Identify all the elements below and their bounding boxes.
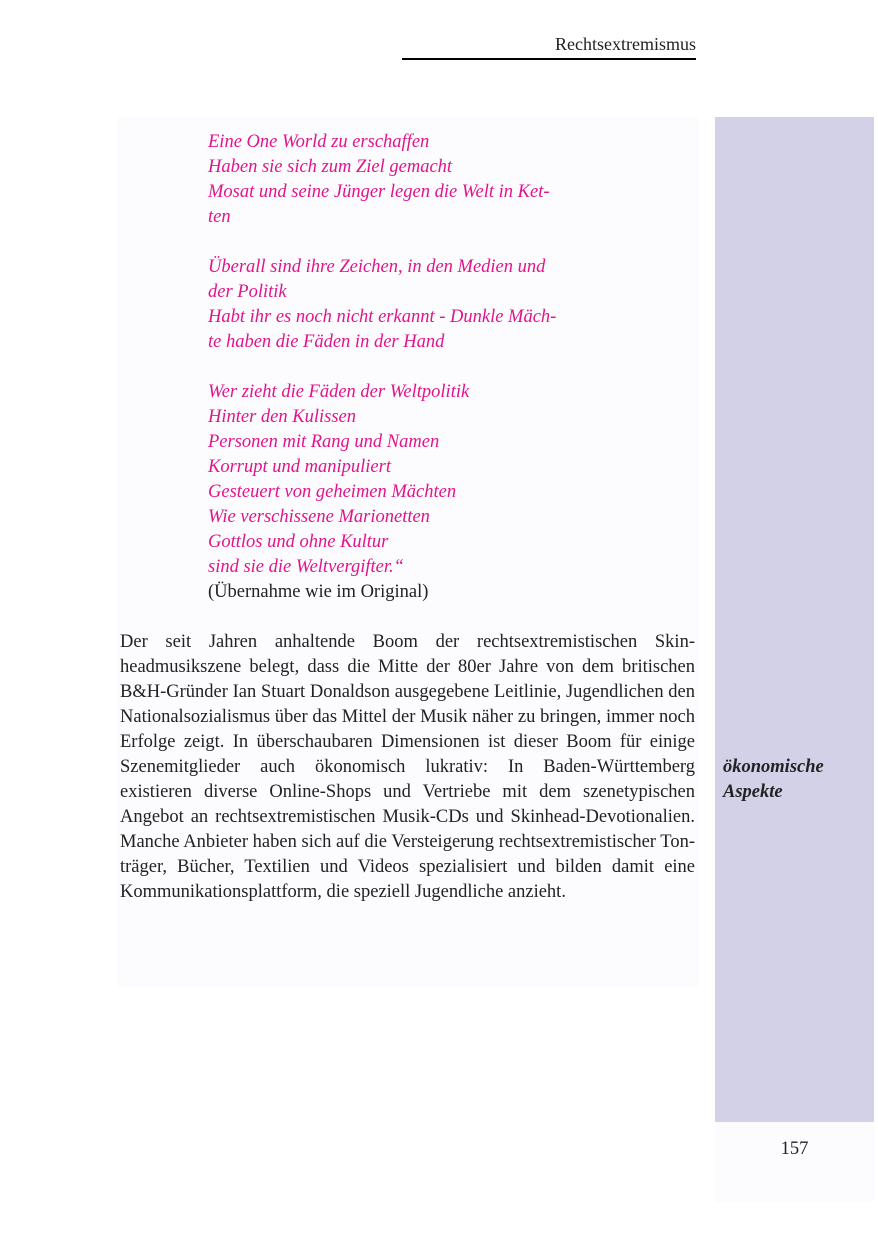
poem-line: Wie verschissene Marionetten bbox=[208, 507, 430, 527]
margin-note-line: ökonomische bbox=[723, 757, 824, 777]
poem-line: Eine One World zu erschaffen bbox=[208, 132, 430, 152]
margin-note-line: Aspekte bbox=[723, 782, 783, 802]
quoted-song-lyrics bbox=[208, 130, 606, 605]
poem-line: der Politik bbox=[208, 282, 287, 302]
poem-line: ten bbox=[208, 207, 231, 227]
poem-line: Gesteuert von geheimen Mächten bbox=[208, 482, 457, 502]
running-header-title: Rechtsextremismus bbox=[402, 33, 696, 60]
poem-line: Wer zieht die Fäden der Weltpolitik bbox=[208, 382, 470, 402]
poem-stanza bbox=[208, 255, 606, 355]
source-note: (Übernahme wie im Original) bbox=[208, 582, 429, 602]
poem-line: Habt ihr es noch nicht erkannt - Dunkle Mäch- bbox=[208, 307, 557, 327]
poem-stanza bbox=[208, 380, 606, 580]
poem-line: te haben die Fäden in der Hand bbox=[208, 332, 445, 352]
poem-line: Haben sie sich zum Ziel gemacht bbox=[208, 157, 453, 177]
poem-line: Mosat und seine Jünger legen die Welt in Ket- bbox=[208, 182, 550, 202]
margin-note bbox=[723, 755, 868, 805]
body-paragraph: Der seit Jahren anhaltende Boom der rechtsextremistischen Skinheadmusikszene belegt, dass die Mitte der 80er Jahre von dem britischen B&H-Gründer Ian Stuart Donaldson ausgegebene Leitlinie, Jugendlichen den Nationalsozialismus über das Mittel der Musik näher zu bringen, immer noch Erfolge zeigt. In überschaubaren Dimensionen ist dieser Boom für einige Szenemitglieder auch ökonomisch lukrativ: In Baden-Württemberg existieren diverse Online-Shops und Vertriebe mit dem szenetypischen Angebot an rechtsextremistischen Musik-CDs und Skinhead-Devotionalien. Manche Anbieter haben sich auf die Versteigerung rechtsextremistischer Tonträger, Bücher, Textilien und Videos spezialisiert und bilden damit eine Kommunikationsplattform, die speziell Jugendliche anzieht. bbox=[120, 632, 695, 902]
poem-line: sind sie die Weltvergifter.“ bbox=[208, 557, 404, 577]
poem-stanza bbox=[208, 130, 606, 230]
page-number-box bbox=[715, 1122, 874, 1202]
page-number: 157 bbox=[780, 1139, 809, 1159]
margin-sidebar bbox=[715, 117, 874, 1122]
poem-line: Überall sind ihre Zeichen, in den Medien und bbox=[208, 257, 546, 277]
poem-line: Hinter den Kulissen bbox=[208, 407, 356, 427]
poem-line: Gottlos und ohne Kultur bbox=[208, 532, 389, 552]
poem-line: Korrupt und manipuliert bbox=[208, 457, 391, 477]
poem-line: Personen mit Rang und Namen bbox=[208, 432, 440, 452]
